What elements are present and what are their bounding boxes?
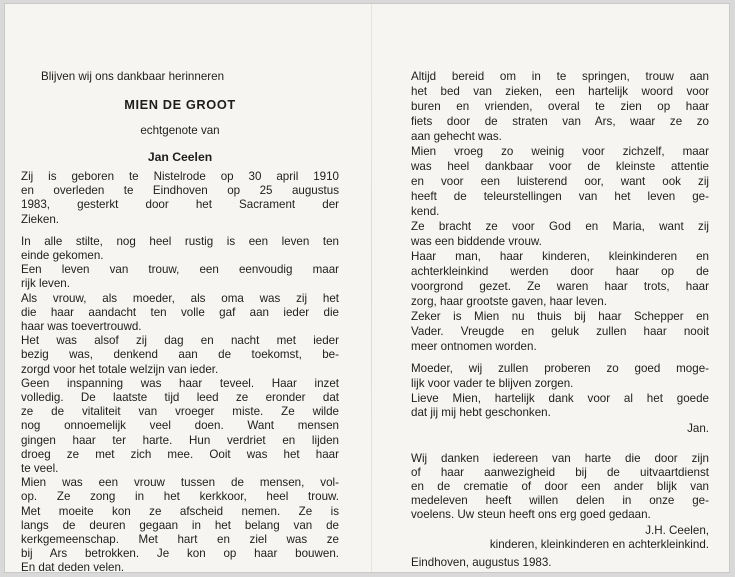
spouse-name: Jan Ceelen	[147, 150, 213, 164]
signer-family: kinderen, kleinkinderen en achterkleinkind.	[489, 538, 709, 551]
text-line: Moeder, wij zullen proberen zo goed moge-	[411, 362, 709, 375]
intro-line: Blijven wij ons dankbaar herinneren	[41, 70, 225, 83]
text-line: haar was toevertrouwd.	[21, 320, 142, 333]
text-line: het bed van zieken, een hartelijk woord voor	[411, 85, 709, 98]
text-line: zorg, haar grootste gaven, haar leven.	[411, 295, 607, 308]
text-line: voelens. Uw steun heeft ons erg goed gedaan.	[411, 508, 651, 521]
text-line: was een biddende vrouw.	[411, 235, 542, 248]
signature-jan: Jan.	[687, 422, 709, 435]
text-line: dat jij mij hebt geschonken.	[411, 406, 551, 419]
text-line: was heel dankbaar voor de kleinste attentie	[411, 160, 709, 173]
signer-name: J.H. Ceelen,	[645, 524, 709, 537]
text-line: 1983, gesterkt door het Sacrament der	[21, 198, 339, 212]
text-line: Wij danken iedereen van harte die door zijn	[411, 452, 709, 465]
text-line: Mien was een vrouw tussen de mensen, vol-	[21, 476, 339, 490]
text-line: te veel.	[21, 462, 59, 475]
text-line: nog onnoemelijk veel doen. Want mensen	[21, 419, 339, 433]
text-line: Het was alsof zij dag en nacht met ieder	[21, 334, 339, 348]
text-line: zorgd voor het totale welzijn van ieder.	[21, 362, 219, 376]
text-line: rijk leven.	[21, 277, 70, 291]
text-line: En dat deden velen.	[21, 561, 125, 573]
relation-line: echtgenote van	[140, 124, 220, 137]
text-line: achterkleinkind werden door haar op de	[411, 265, 709, 278]
text-line: Zij is geboren te Nistelrode op 30 april 1910	[21, 170, 339, 183]
text-line: Met moeite kon ze afscheid nemen. Ze is	[21, 504, 339, 518]
text-line: Vader. Vreugde en geluk zullen haar nooit	[411, 325, 709, 338]
text-line: buren en vrienden, overal te zien op haar	[411, 100, 709, 113]
text-line: kend.	[411, 205, 440, 218]
text-line: langs de deuren gegaan in het belang van de	[21, 518, 339, 532]
text-line: of haar aanwezigheid bij de uitvaartdienst	[411, 466, 709, 479]
text-line: volledig. De laatste tijd leed ze eronder dat	[21, 391, 339, 404]
text-line: In alle stilte, nog heel rustig is een leven ten	[21, 234, 339, 248]
deceased-name: MIEN DE GROOT	[124, 97, 236, 112]
text-line: Mien vroeg zo weinig voor zichzelf, maar	[411, 145, 709, 158]
text-line: aan gehecht was.	[411, 130, 502, 143]
memorial-card	[4, 3, 730, 573]
text-line: Een leven van trouw, een eenvoudig maar	[21, 263, 339, 277]
text-line: bezig was, denkend aan de toekomst, be-	[21, 348, 339, 362]
text-line: en voor een luisterend oor, want ook zij	[411, 175, 709, 188]
text-line: medeleven heeft willen delen in onze ge-	[411, 494, 709, 507]
text-line: Zieken.	[21, 212, 60, 226]
text-line: Geen inspanning was haar teveel. Haar inzet	[21, 376, 339, 390]
text-line: heeft de teleurstellingen van het leven ge-	[411, 190, 709, 203]
text-line: droeg ze met zich mee. Ooit was het haar	[21, 447, 339, 461]
place-date: Eindhoven, augustus 1983.	[411, 556, 552, 569]
text-line: gingen haar ter harte. Hun verdriet en lijden	[21, 433, 339, 447]
text-line: bij Ars betrokken. Je kon op haar bouwen.	[21, 547, 339, 561]
text-line: Altijd bereid om in te springen, trouw aan	[411, 70, 709, 83]
text-line: op. Ze zong in het kerkkoor, heel trouw.	[21, 490, 339, 504]
text-line: einde gekomen.	[21, 249, 104, 262]
text-line: fiets door de straten van Ars, waar ze zo	[411, 115, 709, 128]
text-line: voorgrond gezet. Ze waren haar trots, haar	[411, 280, 709, 293]
text-line: die haar aandacht ten volle gaf aan ieder die	[21, 305, 339, 319]
text-line: meer ontnomen worden.	[411, 340, 537, 353]
text-line: Zeker is Mien nu thuis bij haar Schepper en	[411, 310, 709, 323]
card-fold	[371, 4, 372, 572]
text-line: Haar man, haar kinderen, kleinkinderen en	[411, 250, 709, 263]
text-line: kerkgemeenschap. Met hart en ziel was ze	[21, 533, 339, 546]
text-line: Als vrouw, als moeder, als oma was zij het	[21, 291, 339, 305]
text-line: en overleden te Eindhoven op 25 augustus	[21, 184, 339, 198]
text-line: lijk voor vader te blijven zorgen.	[411, 377, 574, 390]
text-line: en de crematie of door een ander blijk van	[411, 480, 709, 493]
text-line: Ze bracht ze voor God en Maria, want zij	[411, 220, 709, 233]
text-line: Lieve Mien, hartelijk dank voor al het goede	[411, 392, 709, 405]
text-line: ze de vitaliteit van vroeger miste. Ze wilde	[21, 405, 339, 419]
